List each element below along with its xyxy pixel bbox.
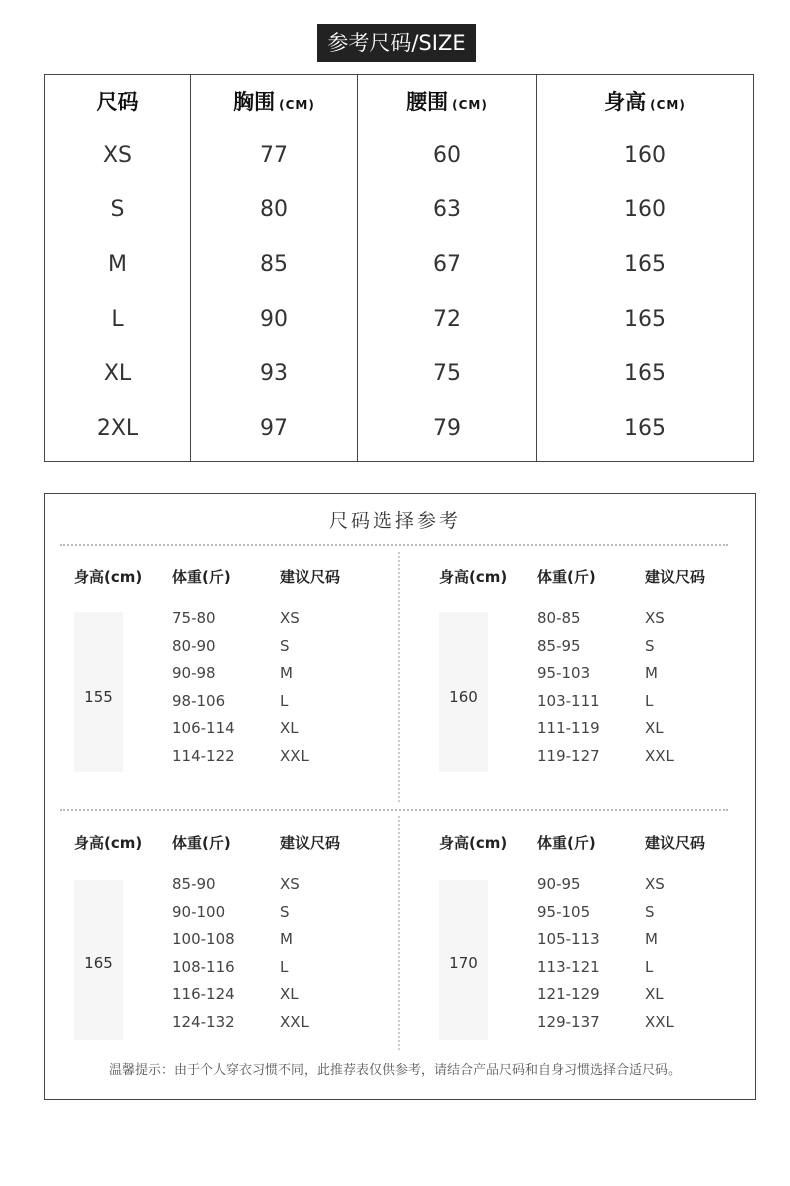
height-value: 155 (84, 688, 113, 706)
table-cell: 160 (624, 197, 666, 222)
suggested-size: L (280, 958, 289, 976)
column-label-size: 建议尺码 (280, 568, 341, 586)
weight-range: 95-103 (537, 664, 591, 682)
column-bust (191, 75, 357, 461)
table-cell: 97 (260, 416, 288, 441)
column-header-bust: 胸围 (CM) (233, 90, 315, 114)
column-label-height: 身高(cm) (439, 568, 508, 586)
table-cell: S (110, 197, 125, 222)
suggested-size: XS (645, 609, 665, 627)
suggested-size: XXL (280, 747, 309, 765)
suggested-size: M (645, 930, 658, 948)
table-cell: 60 (433, 143, 461, 168)
suggested-size: XS (280, 609, 300, 627)
column-label-size: 建议尺码 (645, 568, 706, 586)
divider (60, 809, 728, 811)
table-cell: 93 (260, 361, 288, 386)
table-cell: 160 (624, 143, 666, 168)
column-waist (358, 75, 536, 461)
weight-range: 90-98 (172, 664, 216, 682)
weight-range: 90-95 (537, 875, 581, 893)
column-label-weight: 体重(斤) (172, 834, 231, 852)
table-cell: L (111, 307, 124, 332)
weight-range: 90-100 (172, 903, 226, 921)
column-header-size: 尺码 (96, 90, 139, 114)
suggested-size: XL (645, 985, 664, 1003)
table-cell: XS (102, 143, 133, 168)
weight-range: 80-85 (537, 609, 581, 627)
column-label-height: 身高(cm) (439, 834, 508, 852)
suggested-size: S (645, 903, 655, 921)
column-header-height: 身高 (CM) (604, 90, 686, 114)
table-cell: 72 (433, 307, 461, 332)
suggested-size: XL (280, 719, 299, 737)
table-cell: 63 (433, 197, 461, 222)
suggested-size: XXL (280, 1013, 309, 1031)
weight-range: 98-106 (172, 692, 226, 710)
suggested-size: XS (280, 875, 300, 893)
table-cell: 67 (433, 252, 461, 277)
reference-block-160 (409, 566, 739, 786)
column-label-weight: 体重(斤) (172, 568, 231, 586)
weight-range: 129-137 (537, 1013, 600, 1031)
weight-range: 113-121 (537, 958, 600, 976)
suggested-size: XXL (645, 747, 674, 765)
weight-range: 108-116 (172, 958, 235, 976)
reference-block-170 (409, 832, 739, 1052)
suggested-size: XL (645, 719, 664, 737)
table-cell: 165 (624, 361, 666, 386)
weight-range: 106-114 (172, 719, 235, 737)
weight-range: 100-108 (172, 930, 235, 948)
suggested-size: M (280, 664, 293, 682)
column-label-weight: 体重(斤) (537, 568, 596, 586)
weight-range: 105-113 (537, 930, 600, 948)
reference-title: 尺码选择参考 (328, 510, 461, 532)
page-title: 参考尺码/SIZE (317, 24, 476, 62)
weight-range: 124-132 (172, 1013, 235, 1031)
weight-range: 119-127 (537, 747, 600, 765)
suggested-size: L (645, 958, 654, 976)
suggested-size: L (280, 692, 289, 710)
column-height (537, 75, 753, 461)
suggested-size: XS (645, 875, 665, 893)
table-cell: 2XL (96, 416, 139, 441)
suggested-size: S (280, 903, 290, 921)
table-cell: 165 (624, 416, 666, 441)
table-cell: 90 (260, 307, 288, 332)
height-value: 160 (449, 688, 478, 706)
table-cell: 80 (260, 197, 288, 222)
suggested-size: L (645, 692, 654, 710)
column-label-weight: 体重(斤) (537, 834, 596, 852)
table-cell: 85 (260, 252, 288, 277)
column-label-size: 建议尺码 (280, 834, 341, 852)
weight-range: 80-90 (172, 637, 216, 655)
column-label-size: 建议尺码 (645, 834, 706, 852)
column-label-height: 身高(cm) (74, 568, 143, 586)
suggested-size: M (280, 930, 293, 948)
table-cell: M (108, 252, 127, 277)
table-cell: 79 (433, 416, 461, 441)
table-cell: 165 (624, 252, 666, 277)
column-size (45, 75, 190, 461)
divider (398, 552, 400, 802)
suggested-size: XXL (645, 1013, 674, 1031)
reference-block-155 (44, 566, 374, 786)
weight-range: 114-122 (172, 747, 235, 765)
column-label-height: 身高(cm) (74, 834, 143, 852)
weight-range: 95-105 (537, 903, 591, 921)
table-cell: 75 (433, 361, 461, 386)
suggested-size: M (645, 664, 658, 682)
weight-range: 103-111 (537, 692, 600, 710)
reference-block-165 (44, 832, 374, 1052)
height-value: 170 (449, 954, 478, 972)
suggested-size: S (645, 637, 655, 655)
weight-range: 85-90 (172, 875, 216, 893)
weight-range: 75-80 (172, 609, 216, 627)
suggested-size: XL (280, 985, 299, 1003)
table-cell: XL (103, 361, 132, 386)
weight-range: 85-95 (537, 637, 581, 655)
height-value: 165 (84, 954, 113, 972)
divider (398, 816, 400, 1050)
weight-range: 116-124 (172, 985, 235, 1003)
table-cell: 77 (260, 143, 288, 168)
suggested-size: S (280, 637, 290, 655)
weight-range: 121-129 (537, 985, 600, 1003)
table-cell: 165 (624, 307, 666, 332)
column-header-waist: 腰围 (CM) (406, 90, 488, 114)
weight-range: 111-119 (537, 719, 600, 737)
tip-text: 温馨提示：由于个人穿衣习惯不同，此推荐表仅供参考，请结合产品尺码和自身习惯选择合适尺码。 (108, 1063, 681, 1078)
size-table (44, 74, 754, 462)
divider (60, 544, 728, 546)
